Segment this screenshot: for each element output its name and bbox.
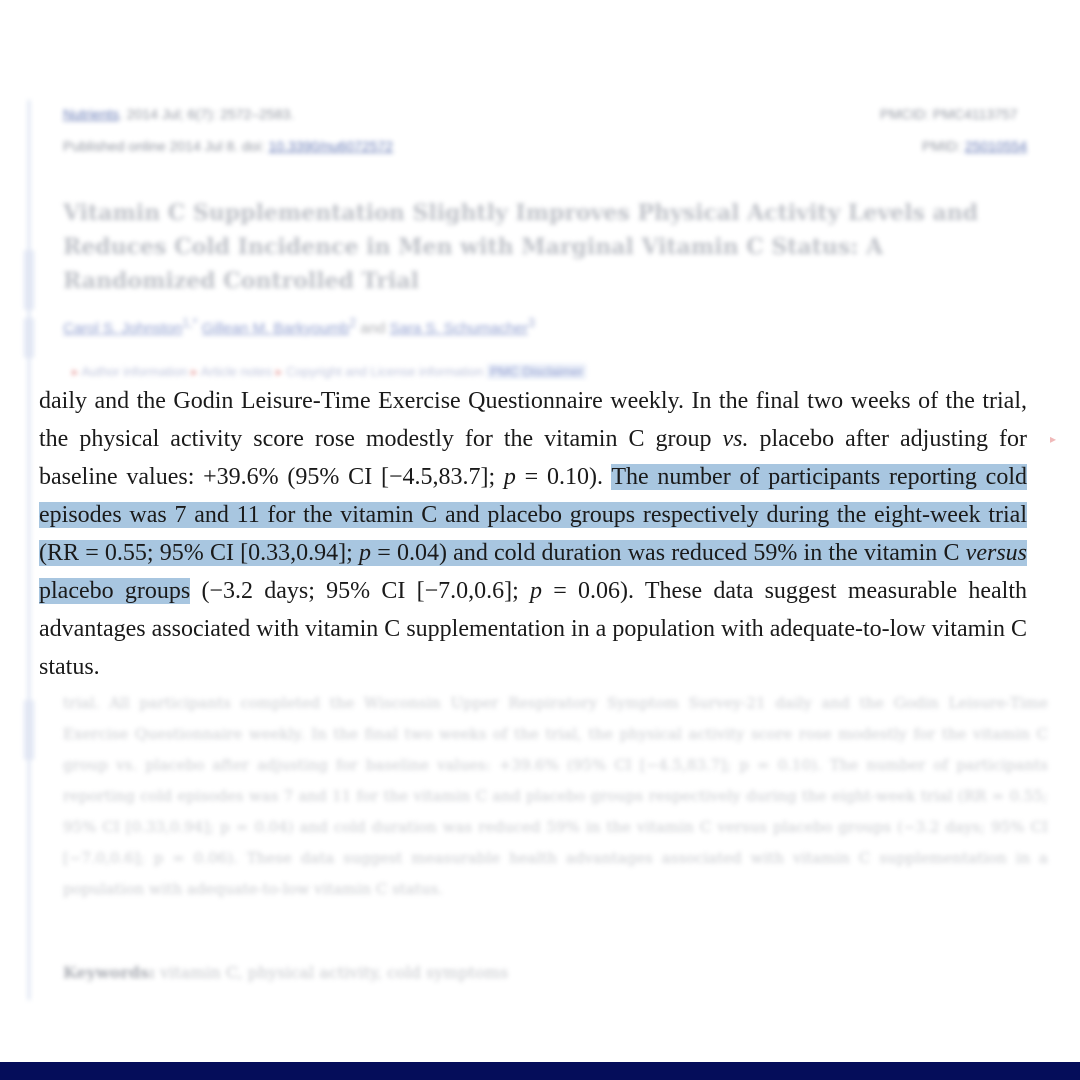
expand-icon: ▸ [275,364,283,379]
pmid-link[interactable]: 25010554 [964,138,1028,154]
margin-marker-icon: ▸ [1050,432,1057,446]
excerpt-text: = 0.10). [515,464,603,490]
excerpt-italic: p [359,540,372,566]
citation-line [63,106,294,122]
pmcid: PMCID: PMC4113757 [880,106,1018,122]
excerpt-italic: vs. [722,426,749,452]
keywords-value: vitamin C, physical activity, cold symptoms [155,963,509,982]
citation-issue: . 2014 Jul; 6(7): 2572–2583. [119,106,295,122]
expand-icon: ▸ [72,364,79,379]
expand-icon: ▸ [191,364,198,379]
abstract-paragraph: trial. All participants completed the Wisconsin Upper Respiratory Symptom Survey-21 daily and the Godin Leisure-Time Exercise Questionnaire weekly. In the final two weeks of the trial, the physical activity score rose modestly for the vitamin C group vs. placebo after adjusting for baseline values: +39.6% (95% CI [−4.5,83.7]; p = 0.10). The number of participants reporting cold episodes was 7 and 11 for the vitamin C and placebo groups respectively during the eight-week trial (RR = 0.55; 95% CI [0.33,0.94]; p = 0.04) and cold duration was reduced 59% in the vitamin C versus placebo groups (−3.2 days; 95% CI [−7.0,0.6]; p = 0.06). These data suggest measurable health advantages associated with vitamin C supplementation in a population with adequate-to-low vitamin C status. [63,694,1048,898]
keywords [63,963,508,982]
text-highlight: = 0.04) and cold duration was reduced 59% in the vitamin C [371,540,966,566]
side-tab [24,700,34,760]
side-tab [24,318,34,358]
published-text: Published online 2014 Jul 8. doi: [63,138,265,154]
excerpt-text: (−3.2 days; 95% CI [−7.0,0.6]; [190,578,531,604]
left-margin-rule [28,100,30,1000]
pmc-disclaimer-link[interactable]: PMC Disclaimer [487,364,586,379]
excerpt-text: = 0.06). These data suggest measurable health advantages associated with vitamin C supplementation in a population with adequate-to-low vitamin C status. [39,578,1027,680]
author-and: and [360,320,386,337]
excerpt-italic: versus [965,540,1027,566]
doi-link[interactable]: 10.3390/nu6072572 [268,138,394,154]
text-highlight: placebo groups [39,578,191,604]
author-affiliation: 2 [349,316,357,330]
excerpt-italic: p [530,578,543,604]
text-highlight: The number of participants reporting cold episodes was 7 and 11 for the vitamin C and placebo groups respectively during the eight-week trial (RR = 0.55; 95% CI [0.33,0.94]; [39,464,1028,566]
author-link[interactable]: Carol S. Johnston [63,320,183,337]
article-notes-link[interactable]: Article notes [200,364,273,379]
excerpt-text: placebo after adjusting for baseline values: +39.6% (95% CI [−4.5,83.7]; [39,426,1028,490]
highlighted-excerpt [39,382,1027,686]
article-title: Vitamin C Supplementation Slightly Improves Physical Activity Levels and Reduces Cold Incidence in Men with Marginal Vitamin C Status: A Randomized Controlled Trial [63,200,979,294]
keywords-label: Keywords: [63,963,156,982]
text-highlight [353,540,371,566]
author-link[interactable]: Gillean M. Barkyoumb [201,320,350,337]
pmid-line [922,138,1027,154]
author-information-link[interactable]: Author information [81,364,188,379]
text-highlight [966,540,1027,566]
published-line [63,138,393,154]
copyright-link[interactable]: Copyright and License information [286,364,484,379]
article-info-links [72,364,586,380]
pmid-label: PMID: [922,138,961,154]
author-link[interactable]: Sara S. Schumacher [389,320,528,337]
author-list [63,316,535,337]
side-tab [24,250,34,310]
excerpt-italic: p [503,464,516,490]
author-affiliation: 3 [528,316,535,330]
excerpt-text: daily and the Godin Leisure-Time Exercise Questionnaire weekly. In the final two weeks of the trial, the physical activity score rose modestly for the vitamin C group [39,388,1027,452]
footer-bar [0,1062,1080,1080]
author-affiliation: 1,* [182,316,198,330]
journal-link[interactable]: Nutrients [63,106,120,122]
